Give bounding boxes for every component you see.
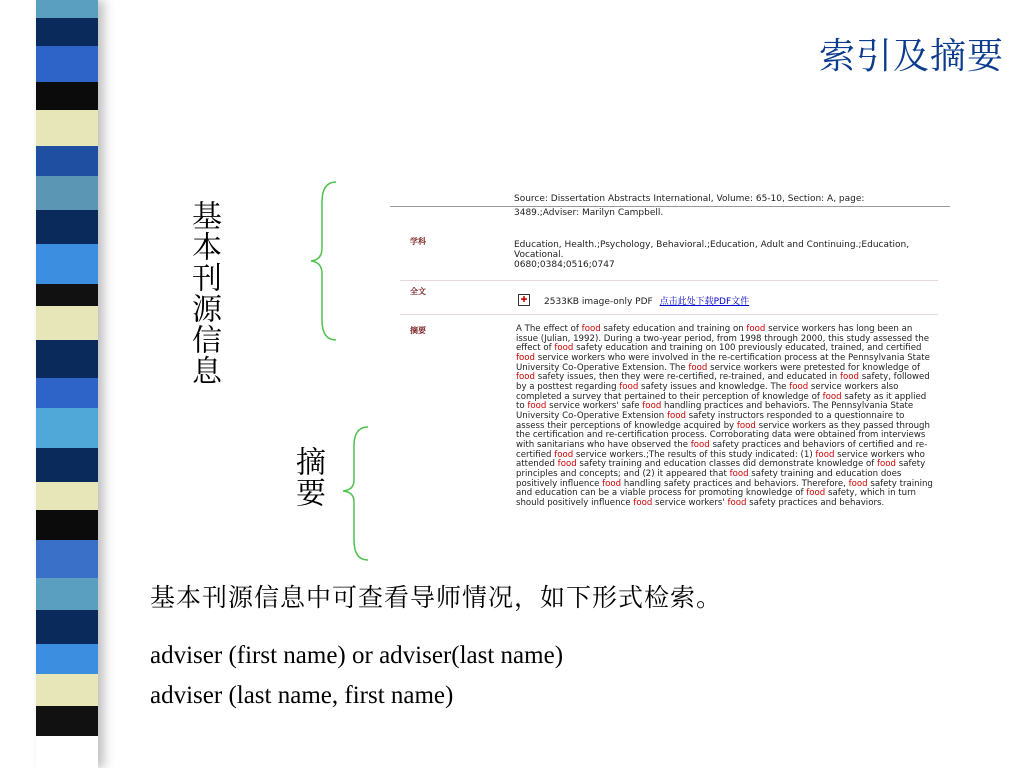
stripe-segment	[36, 0, 98, 18]
highlight-keyword: food	[822, 391, 842, 402]
stripe-segment	[36, 306, 98, 340]
subject-text: Education, Health.;Psychology, Behavioral.;Education, Adult and Continuing.;Education, Vocational.	[514, 240, 910, 260]
syntax-line-1: adviser (first name) or adviser(last name)	[150, 642, 564, 669]
abstract-segment: safety education and training on 100 previously educated, trained, and certified	[573, 343, 922, 354]
abstract-segment: service workers as they passed through the certification and re-certification process. Corroborating data were obtained from interviews with sanitarians who have observed the	[516, 420, 930, 450]
pdf-icon[interactable]: ✚	[518, 294, 530, 306]
highlight-keyword: food	[727, 497, 747, 508]
abstract-segment: safety education and training on	[600, 324, 747, 334]
decorative-stripe	[36, 0, 98, 768]
abstract-segment: service workers also completed a survey that pertained to their perception of knowledge of	[516, 381, 899, 402]
stripe-segment	[36, 578, 98, 610]
caption-text: 基本刊源信息中可查看导师情况，如下形式检索。	[150, 583, 723, 612]
highlight-keyword: food	[815, 449, 835, 460]
label-source-info: 基本刊源信息	[186, 200, 221, 386]
highlight-keyword: food	[839, 372, 859, 383]
abstract-segment: service workers' safe	[546, 401, 643, 412]
abstract-segment: safety practices and behaviors.	[746, 497, 885, 508]
highlight-keyword: food	[516, 372, 535, 383]
syntax-line-2: adviser (last name, first name)	[150, 682, 454, 709]
stripe-segment	[36, 18, 98, 46]
abstract-segment: safety practices and behaviors of certified and re-certified	[516, 439, 928, 460]
abstract-segment: service workers'	[652, 497, 728, 508]
stripe-segment	[36, 674, 98, 706]
stripe-segment	[36, 110, 98, 146]
fulltext-label: 全文	[410, 287, 426, 296]
abstract-segment: safety training and education does positively influence	[516, 468, 902, 489]
abstract-segment: safety training and education can be a viable process for promoting knowledge of	[516, 478, 933, 499]
highlight-keyword: food	[666, 410, 686, 421]
highlight-keyword: food	[633, 497, 653, 508]
subject-codes: 0680;0384;0516;0747	[514, 260, 615, 270]
brace-abstract	[340, 424, 370, 564]
abstract-segment: safety issues and knowledge. The	[638, 381, 790, 392]
highlight-keyword: food	[642, 401, 662, 412]
stripe-segment	[36, 46, 98, 82]
abstract-segment: service workers has long been an issue (Julian, 1992). During a two-year period, from 1998 through 2000, this study assessed the effect of	[516, 324, 930, 354]
fulltext-value	[544, 294, 749, 307]
abstract-segment: safety issues, then they were re-certified, re-trained, and educated in	[535, 372, 840, 383]
stripe-segment	[36, 706, 98, 736]
source-info	[514, 194, 934, 218]
highlight-keyword: food	[746, 324, 766, 334]
stripe-segment	[36, 244, 98, 284]
row-divider	[400, 314, 938, 315]
stripe-segment	[36, 210, 98, 244]
stripe-segment	[36, 482, 98, 510]
abstract-segment: safety, which in turn should positively influence	[516, 488, 916, 508]
stripe-segment	[36, 610, 98, 644]
abstract-segment: safety training and education classes did demonstrate knowledge of	[576, 459, 877, 470]
abstract-segment: safety principles and concepts; and (2) it appeared that	[516, 459, 926, 479]
abstract-segment: handling safety practices and behaviors. Therefore,	[621, 478, 849, 489]
highlight-keyword: food	[554, 343, 574, 354]
stripe-segment	[36, 176, 98, 210]
row-divider	[400, 280, 938, 281]
abstract-segment: safety as it applied to	[516, 391, 927, 412]
label-abstract: 摘要	[290, 446, 325, 508]
highlight-keyword: food	[729, 468, 749, 479]
stripe-segment	[36, 284, 98, 306]
stripe-segment	[36, 644, 98, 674]
abstract-segment: safety instructors responded to a questionnaire to assess their perceptions of knowledge acquired by	[516, 410, 905, 431]
subject-value	[514, 240, 934, 270]
highlight-keyword: food	[848, 478, 868, 489]
highlight-keyword: food	[516, 352, 535, 363]
highlight-keyword: food	[690, 439, 710, 450]
brace-source-info	[308, 178, 338, 344]
abstract-segment: safety, followed by a posttest regarding	[516, 372, 930, 392]
fulltext-info: 2533KB image-only PDF	[544, 297, 653, 307]
stripe-segment	[36, 408, 98, 448]
highlight-keyword: food	[876, 459, 896, 470]
abstract-segment: service workers were pretested for knowledge of	[707, 362, 921, 373]
highlight-keyword: food	[581, 324, 601, 334]
record-screenshot	[390, 180, 950, 540]
highlight-keyword: food	[619, 381, 639, 392]
highlight-keyword: food	[602, 478, 622, 489]
stripe-segment	[36, 378, 98, 408]
abstract-segment: service workers.;The results of this study indicated: (1)	[573, 449, 816, 460]
slide-title: 索引及摘要	[818, 36, 1004, 77]
highlight-keyword: food	[557, 459, 577, 470]
stripe-segment	[36, 540, 98, 578]
abstract-segment: service workers who attended	[516, 449, 925, 470]
stripe-segment	[36, 146, 98, 176]
abstract-label: 摘要	[410, 326, 426, 335]
stripe-segment	[36, 340, 98, 378]
highlight-keyword: food	[736, 420, 756, 431]
highlight-keyword: food	[527, 401, 547, 412]
highlight-keyword: food	[688, 362, 708, 373]
abstract-segment: service workers who were involved in the re-certification process at the Pennsylvania State University Co-Operative Extension. The	[516, 352, 930, 373]
subject-label: 学科	[410, 237, 426, 246]
highlight-keyword: food	[554, 449, 574, 460]
stripe-segment	[36, 448, 98, 482]
highlight-keyword: food	[806, 488, 826, 499]
highlight-keyword: food	[789, 381, 809, 392]
abstract-text	[516, 325, 934, 508]
source-line-2: 3489.;Adviser: Marilyn Campbell.	[514, 208, 664, 218]
stripe-segment	[36, 510, 98, 540]
abstract-segment: handling practices and behaviors. The Pennsylvania State University Co-Operative Extension	[516, 401, 914, 421]
download-pdf-link[interactable]: 点击此处下载PDF文件	[659, 297, 750, 307]
source-line-1: Source: Dissertation Abstracts International, Volume: 65-10, Section: A, page:	[514, 194, 865, 204]
abstract-segment: A The effect of	[516, 324, 582, 334]
stripe-segment	[36, 82, 98, 110]
divider	[390, 206, 950, 207]
